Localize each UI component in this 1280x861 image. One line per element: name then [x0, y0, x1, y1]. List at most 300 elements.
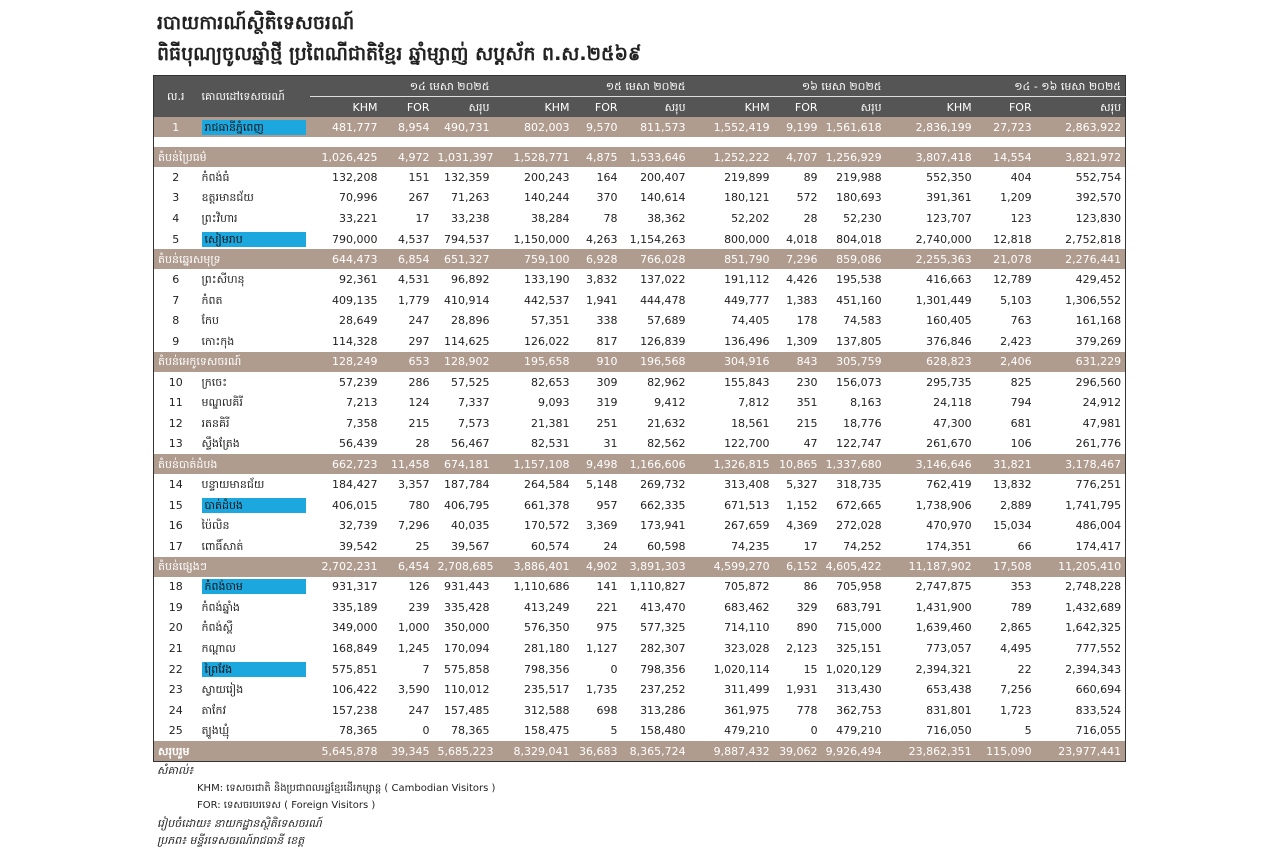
row-number: 24 — [168, 703, 183, 717]
value-cell: 2,865 — [1000, 621, 1032, 635]
value-cell: 1,020,129 — [825, 662, 882, 676]
row-name-cell — [198, 597, 310, 618]
value-cell: 312,588 — [524, 703, 570, 717]
value-cell: 1,110,827 — [629, 580, 686, 594]
value-cell: 1,639,460 — [915, 621, 972, 635]
row-name-cell — [198, 331, 310, 352]
value-cell: 3,832 — [586, 273, 618, 287]
value-cell: 683,791 — [836, 600, 882, 614]
value-cell: 5,148 — [586, 477, 618, 491]
value-cell: 195,658 — [494, 352, 574, 372]
value-cell: 798,356 — [640, 662, 686, 676]
value-cell: 644,473 — [310, 249, 382, 269]
value-cell: 1,026,425 — [310, 147, 382, 167]
value-cell: 24 — [603, 539, 618, 553]
table-row — [154, 413, 1126, 434]
value-cell: 24,118 — [933, 396, 972, 410]
row-name-cell — [198, 413, 310, 434]
value-cell: 698 — [596, 703, 618, 717]
value-cell: 7,213 — [346, 396, 378, 410]
value-cell: 15,034 — [993, 519, 1032, 533]
row-name: ស្វាយរៀង — [201, 683, 244, 697]
row-name-cell — [198, 188, 310, 209]
value-cell: 123,830 — [1075, 211, 1122, 225]
row-name-cell — [198, 392, 310, 413]
value-cell: 57,239 — [339, 375, 378, 389]
value-cell: 410,914 — [444, 293, 490, 307]
value-cell: 17 — [415, 211, 430, 225]
row-name: កំពត — [201, 293, 223, 307]
value-cell: 5 — [1024, 724, 1032, 738]
value-cell: 2,708,685 — [434, 557, 494, 577]
row-number: 10 — [168, 375, 183, 389]
row-name: តំបន់អេកូទេសចរណ៍ — [154, 352, 310, 372]
row-number: 11 — [168, 396, 183, 410]
value-cell: 114,328 — [332, 334, 378, 348]
value-cell: 1,154,263 — [629, 232, 686, 246]
value-cell: 683,462 — [724, 600, 770, 614]
value-cell: 157,238 — [332, 703, 378, 717]
row-name-cell — [198, 577, 310, 598]
value-cell: 716,050 — [926, 724, 972, 738]
value-cell: 1,150,000 — [513, 232, 570, 246]
table-row — [154, 188, 1126, 209]
value-cell: 305,759 — [822, 352, 886, 372]
value-cell: 60,598 — [647, 539, 686, 553]
value-cell: 4,537 — [398, 232, 430, 246]
header-for: FOR — [774, 97, 822, 118]
value-cell: 82,962 — [647, 375, 686, 389]
value-cell: 9,498 — [574, 454, 622, 474]
table-row — [154, 290, 1126, 311]
value-cell: 11,205,410 — [1036, 557, 1126, 577]
value-cell: 4,605,422 — [822, 557, 886, 577]
value-cell: 40,035 — [451, 519, 490, 533]
value-cell: 251 — [596, 416, 618, 430]
header-no: ល.រ — [154, 76, 198, 118]
value-cell: 124 — [408, 396, 430, 410]
value-cell: 14,554 — [976, 147, 1036, 167]
value-cell: 1,326,815 — [690, 454, 774, 474]
table-row — [154, 269, 1126, 290]
value-cell: 31 — [603, 437, 618, 451]
value-cell: 126,022 — [524, 334, 570, 348]
value-cell: 178 — [796, 314, 818, 328]
value-cell: 794 — [1010, 396, 1032, 410]
value-cell: 38,362 — [647, 211, 686, 225]
row-name: កណ្តាល — [201, 642, 236, 656]
row-number: 5 — [172, 232, 180, 246]
value-cell: 1,779 — [398, 293, 430, 307]
value-cell: 311,499 — [724, 683, 770, 697]
value-cell: 831,801 — [926, 703, 972, 717]
value-cell: 2,740,000 — [915, 232, 972, 246]
value-cell: 2,836,199 — [886, 117, 976, 137]
row-name-cell — [198, 700, 310, 721]
row-number: 1 — [154, 117, 198, 137]
value-cell: 552,350 — [926, 170, 972, 184]
value-cell: 362,753 — [836, 703, 882, 717]
header-for: FOR — [976, 97, 1036, 118]
value-cell: 57,689 — [647, 314, 686, 328]
value-cell: 416,663 — [926, 273, 972, 287]
value-cell: 11,187,902 — [886, 557, 976, 577]
value-cell: 304,916 — [690, 352, 774, 372]
grand-total-row — [154, 741, 1126, 762]
value-cell: 151 — [408, 170, 430, 184]
value-cell: 2,752,818 — [1065, 232, 1122, 246]
value-cell: 653,438 — [926, 683, 972, 697]
value-cell: 651,327 — [434, 249, 494, 269]
row-number: 18 — [168, 580, 183, 594]
value-cell: 195,538 — [836, 273, 882, 287]
row-name: ឧត្តរមានជ័យ — [201, 191, 254, 205]
value-cell: 481,777 — [310, 117, 382, 137]
table-row — [154, 311, 1126, 332]
value-cell: 674,181 — [434, 454, 494, 474]
row-number: 21 — [168, 642, 183, 656]
value-cell: 1,723 — [1000, 703, 1032, 717]
value-cell: 137,805 — [836, 334, 882, 348]
row-name-cell — [198, 269, 310, 290]
value-cell: 5,645,878 — [310, 741, 382, 762]
value-cell: 662,335 — [640, 498, 686, 512]
value-cell: 133,190 — [524, 273, 570, 287]
value-cell: 1,157,108 — [494, 454, 574, 474]
value-cell: 392,570 — [1075, 191, 1122, 205]
value-cell: 28,649 — [339, 314, 378, 328]
header-total: សរុប — [822, 97, 886, 118]
value-cell: 126,839 — [640, 334, 686, 348]
header-destination: គោលដៅទេសចរណ៍ — [198, 76, 310, 118]
row-name: ក្រចេះ — [201, 375, 228, 389]
value-cell: 794,537 — [444, 232, 490, 246]
value-cell: 653 — [382, 352, 434, 372]
value-cell: 47,300 — [933, 416, 972, 430]
table-row — [154, 536, 1126, 557]
value-cell: 4,902 — [574, 557, 622, 577]
row-name-cell — [198, 474, 310, 495]
header-khm: KHM — [690, 97, 774, 118]
value-cell: 11,458 — [382, 454, 434, 474]
value-cell: 1,735 — [586, 683, 618, 697]
value-cell: 18,561 — [731, 416, 770, 430]
value-cell: 705,958 — [836, 580, 882, 594]
value-cell: 1,209 — [1000, 191, 1032, 205]
table-row — [154, 392, 1126, 413]
value-cell: 1,031,397 — [434, 147, 494, 167]
value-cell: 28,896 — [451, 314, 490, 328]
value-cell: 7,296 — [774, 249, 822, 269]
value-cell: 1,110,686 — [513, 580, 570, 594]
value-cell: 9,926,494 — [822, 741, 886, 762]
header-total: សរុប — [622, 97, 690, 118]
value-cell: 957 — [596, 498, 618, 512]
value-cell: 2,255,363 — [886, 249, 976, 269]
row-name: ព្រះវិហារ — [201, 211, 238, 225]
value-cell: 335,189 — [332, 600, 378, 614]
value-cell: 7 — [422, 662, 430, 676]
value-cell: 3,146,646 — [886, 454, 976, 474]
value-cell: 86 — [803, 580, 818, 594]
row-name: ព្រះសីហនុ — [201, 273, 245, 287]
value-cell: 338 — [596, 314, 618, 328]
value-cell: 1,020,114 — [713, 662, 770, 676]
row-number: 4 — [172, 211, 180, 225]
value-cell: 281,180 — [524, 642, 570, 656]
value-cell: 28 — [803, 211, 818, 225]
value-cell: 444,478 — [640, 293, 686, 307]
table-row — [154, 515, 1126, 536]
value-cell: 323,028 — [724, 642, 770, 656]
value-cell: 931,443 — [444, 580, 490, 594]
value-cell: 3,886,401 — [494, 557, 574, 577]
value-cell: 191,112 — [724, 273, 770, 287]
value-cell: 78,365 — [339, 724, 378, 738]
row-number: 20 — [168, 621, 183, 635]
row-number: 9 — [172, 334, 180, 348]
value-cell: 1,552,419 — [690, 117, 774, 137]
value-cell: 715,000 — [836, 621, 882, 635]
value-cell: 33,238 — [451, 211, 490, 225]
table-row — [154, 229, 1126, 250]
value-cell: 7,573 — [458, 416, 490, 430]
value-cell: 843 — [774, 352, 822, 372]
value-cell: 552,754 — [1075, 170, 1122, 184]
value-cell: 126 — [408, 580, 430, 594]
value-cell: 773,057 — [926, 642, 972, 656]
value-cell: 196,568 — [622, 352, 690, 372]
value-cell: 18,776 — [843, 416, 882, 430]
value-cell: 137,022 — [640, 273, 686, 287]
row-name-cell — [198, 229, 310, 250]
value-cell: 661,378 — [524, 498, 570, 512]
value-cell: 70,996 — [339, 191, 378, 205]
value-cell: 490,731 — [434, 117, 494, 137]
value-cell: 3,357 — [398, 477, 430, 491]
value-cell: 89 — [803, 170, 818, 184]
value-cell: 123,707 — [926, 211, 972, 225]
value-cell: 3,807,418 — [886, 147, 976, 167]
header-total: សរុប — [1036, 97, 1126, 118]
value-cell: 4,426 — [786, 273, 818, 287]
value-cell: 575,851 — [332, 662, 378, 676]
statistics-table — [153, 75, 1126, 762]
table-row — [154, 577, 1126, 598]
value-cell: 9,412 — [654, 396, 686, 410]
value-cell: 1,127 — [586, 642, 618, 656]
value-cell: 173,941 — [640, 519, 686, 533]
value-cell: 628,823 — [886, 352, 976, 372]
row-number: 6 — [172, 273, 180, 287]
value-cell: 361,975 — [724, 703, 770, 717]
row-number: 2 — [172, 170, 180, 184]
table-row — [154, 679, 1126, 700]
table-row — [154, 495, 1126, 516]
value-cell: 161,168 — [1075, 314, 1122, 328]
value-cell: 3,178,467 — [1036, 454, 1126, 474]
value-cell: 1,337,680 — [822, 454, 886, 474]
row-name: តំបន់ឆ្នេរសមុទ្រ — [154, 249, 310, 269]
value-cell: 413,249 — [524, 600, 570, 614]
note-source: ប្រភព៖ មន្ទីរទេសចរណ៍រាជធានី ខេត្ត — [157, 834, 305, 847]
value-cell: 376,846 — [926, 334, 972, 348]
value-cell: 2,406 — [976, 352, 1036, 372]
table-row — [154, 638, 1126, 659]
value-cell: 470,970 — [926, 519, 972, 533]
value-cell: 817 — [596, 334, 618, 348]
value-cell: 4,972 — [382, 147, 434, 167]
value-cell: 353 — [1010, 580, 1032, 594]
value-cell: 184,427 — [332, 477, 378, 491]
value-cell: 660,694 — [1075, 683, 1122, 697]
value-cell: 247 — [408, 703, 430, 717]
value-cell: 180,693 — [836, 191, 882, 205]
value-cell: 7,358 — [346, 416, 378, 430]
value-cell: 122,747 — [836, 437, 882, 451]
value-cell: 286 — [408, 375, 430, 389]
value-cell: 6,854 — [382, 249, 434, 269]
value-cell: 168,849 — [332, 642, 378, 656]
value-cell: 1,301,449 — [915, 293, 972, 307]
value-cell: 132,359 — [444, 170, 490, 184]
value-cell: 1,306,552 — [1065, 293, 1122, 307]
value-cell: 6,152 — [774, 557, 822, 577]
value-cell: 296,560 — [1075, 375, 1122, 389]
value-cell: 1,383 — [786, 293, 818, 307]
header-for: FOR — [382, 97, 434, 118]
spacer-row — [154, 137, 1126, 147]
value-cell: 4,707 — [774, 147, 822, 167]
value-cell: 479,210 — [836, 724, 882, 738]
value-cell: 325,151 — [836, 642, 882, 656]
value-cell: 910 — [574, 352, 622, 372]
header-khm: KHM — [494, 97, 574, 118]
value-cell: 92,361 — [339, 273, 378, 287]
value-cell: 2,123 — [786, 642, 818, 656]
report-subtitle: ពិធីបុណ្យចូលឆ្នាំថ្មី ប្រពៃណីជាតិខ្មែរ ឆ្នាំម្សាញ់ សប្តស័ក ព.ស.២៥៦៩ — [157, 43, 642, 65]
note-for: FOR: ទេសចរបរទេស ( Foreign Visitors ) — [197, 800, 376, 811]
value-cell: 282,307 — [640, 642, 686, 656]
value-cell: 5,327 — [786, 477, 818, 491]
value-cell: 575,858 — [444, 662, 490, 676]
value-cell: 96,892 — [451, 273, 490, 287]
value-cell: 3,821,972 — [1036, 147, 1126, 167]
value-cell: 261,776 — [1075, 437, 1122, 451]
row-number: 19 — [168, 600, 183, 614]
value-cell: 128,249 — [310, 352, 382, 372]
row-name: តាកែវ — [201, 703, 226, 717]
value-cell: 10,865 — [774, 454, 822, 474]
value-cell: 319 — [596, 396, 618, 410]
value-cell: 0 — [610, 662, 618, 676]
value-cell: 714,110 — [724, 621, 770, 635]
value-cell: 5 — [610, 724, 618, 738]
value-cell: 4,531 — [398, 273, 430, 287]
value-cell: 1,642,325 — [1065, 621, 1122, 635]
row-name-cell — [198, 434, 310, 455]
row-number: 15 — [168, 498, 183, 512]
value-cell: 1,000 — [398, 621, 430, 635]
table-body — [154, 117, 1126, 762]
value-cell: 15 — [803, 662, 818, 676]
value-cell: 57,525 — [451, 375, 490, 389]
value-cell: 1,931 — [786, 683, 818, 697]
row-number: 13 — [168, 437, 183, 451]
value-cell: 789 — [1010, 600, 1032, 614]
row-number: 3 — [172, 191, 180, 205]
value-cell: 141 — [596, 580, 618, 594]
value-cell: 379,269 — [1075, 334, 1122, 348]
value-cell: 7,337 — [458, 396, 490, 410]
row-name-cell — [198, 167, 310, 188]
value-cell: 174,351 — [926, 539, 972, 553]
row-name-cell — [198, 311, 310, 332]
value-cell: 47,981 — [1082, 416, 1122, 430]
value-cell: 221 — [596, 600, 618, 614]
value-cell: 39,567 — [451, 539, 490, 553]
row-number: 16 — [168, 519, 183, 533]
header-khm: KHM — [310, 97, 382, 118]
header-row-dates — [154, 76, 1126, 97]
value-cell: 36,683 — [574, 741, 622, 762]
value-cell: 0 — [422, 724, 430, 738]
notes-label: សំគាល់៖ — [157, 764, 194, 777]
value-cell: 33,221 — [339, 211, 378, 225]
value-cell: 123 — [1010, 211, 1032, 225]
value-cell: 804,018 — [836, 232, 882, 246]
value-cell: 247 — [408, 314, 430, 328]
region-row — [154, 249, 1126, 269]
value-cell: 798,356 — [524, 662, 570, 676]
value-cell: 350,000 — [444, 621, 490, 635]
value-cell: 1,152 — [786, 498, 818, 512]
value-cell: 776,251 — [1075, 477, 1122, 491]
value-cell: 269,732 — [640, 477, 686, 491]
row-name: រាជធានីភ្នំពេញ — [202, 120, 306, 135]
value-cell: 406,795 — [444, 498, 490, 512]
value-cell: 74,235 — [731, 539, 770, 553]
value-cell: 115,090 — [976, 741, 1036, 762]
value-cell: 23,977,441 — [1036, 741, 1126, 762]
value-cell: 0 — [810, 724, 818, 738]
value-cell: 187,784 — [444, 477, 490, 491]
row-name: ព្រៃវែង — [202, 662, 306, 677]
value-cell: 160,405 — [926, 314, 972, 328]
value-cell: 1,166,606 — [622, 454, 690, 474]
value-cell: 404 — [1010, 170, 1032, 184]
row-name: តំបន់បាត់ដំបង — [154, 454, 310, 474]
value-cell: 1,256,929 — [822, 147, 886, 167]
value-cell: 2,889 — [1000, 498, 1032, 512]
value-cell: 74,583 — [843, 314, 882, 328]
row-name: បន្ទាយមានជ័យ — [201, 477, 265, 491]
row-name: កែប — [201, 314, 219, 328]
value-cell: 931,317 — [332, 580, 378, 594]
report-title: របាយការណ៍ស្ថិតិទេសចរណ៍ — [157, 12, 355, 34]
row-name-cell — [198, 208, 310, 229]
value-cell: 21,632 — [647, 416, 686, 430]
value-cell: 39,542 — [339, 539, 378, 553]
row-number: 25 — [168, 724, 183, 738]
value-cell: 267,659 — [724, 519, 770, 533]
value-cell: 780 — [408, 498, 430, 512]
value-cell: 329 — [796, 600, 818, 614]
table-row — [154, 434, 1126, 455]
row-name-cell — [198, 618, 310, 639]
value-cell: 56,467 — [451, 437, 490, 451]
value-cell: 2,394,321 — [915, 662, 972, 676]
